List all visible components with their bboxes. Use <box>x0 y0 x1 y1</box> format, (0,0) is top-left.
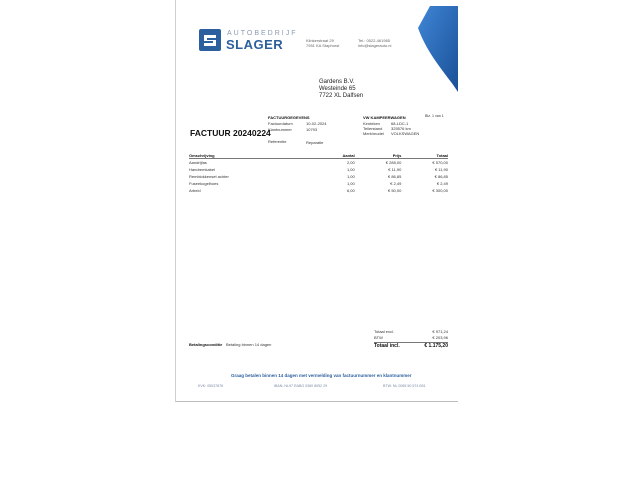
client-value: 10793 <box>306 127 318 132</box>
header-description: Omschrijving <box>189 152 303 159</box>
payment-value: Betaling binnen 14 dagen <box>226 342 272 347</box>
odometer-label: Tellerstand <box>363 126 383 131</box>
row-price: € 50,00 <box>388 188 402 193</box>
customer-address <box>319 79 363 100</box>
logo-subtitle: AUTOBEDRIJF <box>227 30 298 37</box>
plate-label: Kenteken <box>363 121 380 126</box>
client-label: Klantnummer <box>268 127 292 132</box>
row-description: Fuseekogelhoes <box>189 181 219 186</box>
logo-name: SLAGER <box>226 37 284 52</box>
plate-value: 68-LDC-1 <box>391 121 409 126</box>
table-row <box>189 166 448 173</box>
table-row <box>189 180 448 187</box>
odometer-value: 325576 km <box>391 126 411 131</box>
row-total: € 86,85 <box>434 174 448 179</box>
customer-street: Westeinde 65 <box>319 86 356 92</box>
row-price: € 2,49 <box>390 181 402 186</box>
date-value: 10-02-2024 <box>306 121 327 126</box>
date-label: Factuurdatum <box>268 121 293 126</box>
table-row <box>189 159 448 167</box>
row-quantity: 1,00 <box>346 167 355 172</box>
header-total: Totaal <box>401 152 448 159</box>
reference-label: Referentie <box>268 139 287 144</box>
btw-label: BTW <box>374 335 383 340</box>
corner-decoration <box>418 6 458 92</box>
invoice-title: FACTUUR 20240224 <box>190 128 271 138</box>
row-total: € 300,00 <box>432 188 448 193</box>
btw-row <box>374 335 448 341</box>
btw-value: € 203,96 <box>432 335 448 340</box>
company-address-2: 7951 KA Staphorst <box>306 43 340 48</box>
details-heading: FACTUURGEGEVENS <box>268 115 310 120</box>
footer-btw: BTW: NL 0055 50 574 B01 <box>383 384 426 388</box>
customer-name: Gardens B.V. <box>319 79 355 85</box>
row-description: Handremkabel <box>189 167 216 172</box>
payment-notice: Graag betalen binnen 14 dagen met vermelding van factuurnummer en klantnummer <box>231 373 412 378</box>
vehicle-heading: VW KAMPEERWAGEN <box>363 115 406 120</box>
row-quantity: 1,00 <box>346 181 355 186</box>
make-value: VOLKSWAGEN <box>391 131 420 136</box>
header-quantity: Aantal <box>303 152 355 159</box>
row-quantity: 6,00 <box>346 188 355 193</box>
row-quantity: 2,00 <box>346 160 355 165</box>
footer-iban: IBAN: NL97 RABO 0360 8052 29 <box>274 384 328 388</box>
row-price: € 11,90 <box>388 167 402 172</box>
page-number: Blz. 1 van 1 <box>425 114 444 118</box>
customer-city: 7722 XL Dalfsen <box>319 93 364 99</box>
make-label: Merk/model <box>363 131 384 136</box>
slager-logo-icon <box>199 29 221 51</box>
total-excl-value: € 971,24 <box>432 329 448 334</box>
reference-value: Reparatie <box>306 140 324 145</box>
total-incl-value: € 1.175,20 <box>424 343 448 349</box>
company-address-1: Klinkerstraat 29 <box>306 38 334 43</box>
row-total: € 11,90 <box>434 167 448 172</box>
total-incl-row <box>374 342 448 349</box>
row-total: € 2,49 <box>436 181 448 186</box>
total-excl-label: Totaal excl. <box>374 329 395 334</box>
row-total: € 570,00 <box>432 160 448 165</box>
company-email: info@slagerauto.nl <box>358 43 392 48</box>
totals-block <box>374 329 448 349</box>
row-price: € 285,00 <box>385 160 402 165</box>
total-incl-label: Totaal incl. <box>374 343 400 349</box>
header-price: Prijs <box>355 152 402 159</box>
row-quantity: 1,00 <box>346 174 355 179</box>
payment-label: Betalingsconditie <box>189 342 223 347</box>
row-description: Aandrijfas <box>189 160 207 165</box>
invoice-items-table <box>189 152 448 194</box>
invoice-page <box>175 0 458 402</box>
table-row <box>189 173 448 180</box>
row-description: Remblokkenset achter <box>189 174 229 179</box>
footer-kvk: KVK: 05037876 <box>198 384 224 388</box>
company-phone: Tel.: 0522-461965 <box>358 38 391 43</box>
table-row <box>189 187 448 194</box>
row-description: Arbeid <box>189 188 201 193</box>
row-price: € 86,85 <box>388 174 402 179</box>
